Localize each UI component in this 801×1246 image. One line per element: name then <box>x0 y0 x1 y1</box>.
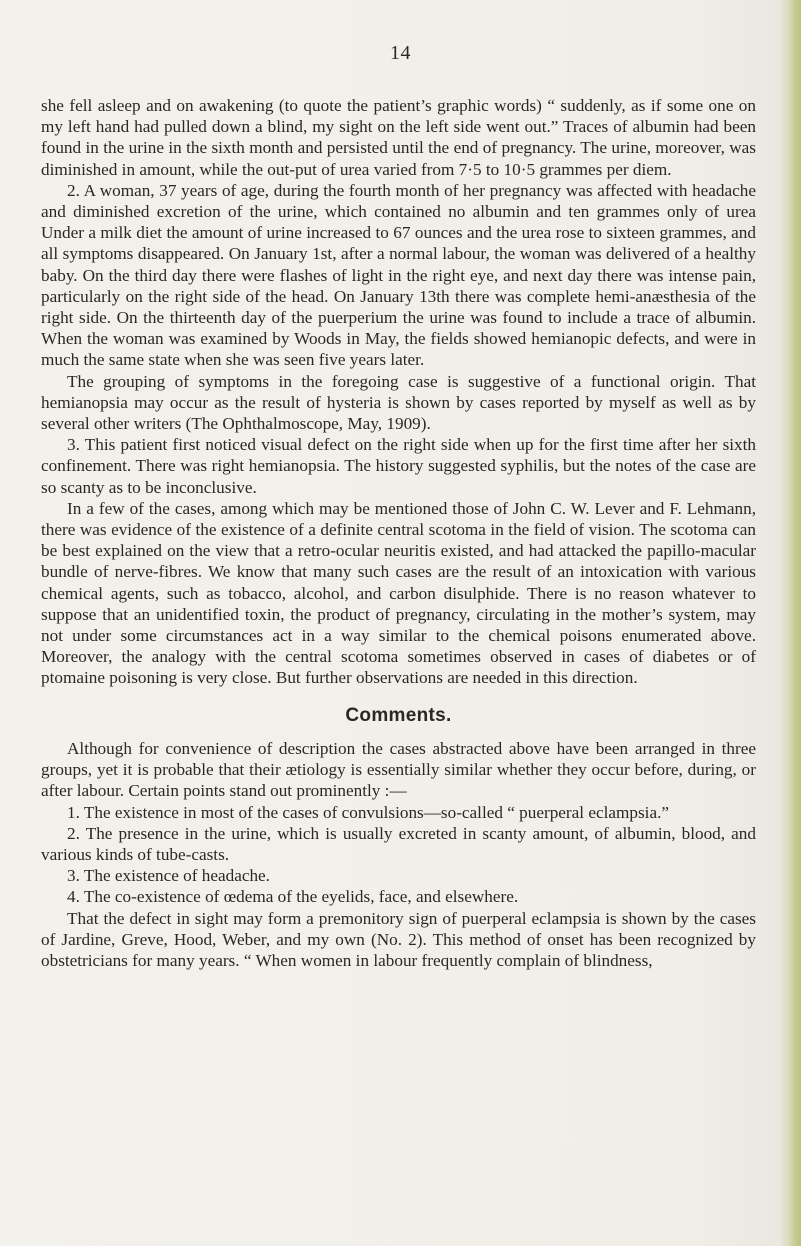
comments-point-2: 2. The presence in the urine, which is usually excreted in scanty amount, of albumin, blood, and various kinds of tube-casts. <box>41 823 756 864</box>
comments-closing: That the defect in sight may form a premonitory sign of puerperal eclampsia is shown by the cases of Jardine, Greve, Hood, Weber, and my own (No. 2). This method of onset has been recognized by obstetricians for many years. “ When women in labour frequently complain of blindness, <box>41 908 756 970</box>
paragraph-case-2: 2. A woman, 37 years of age, during the fourth month of her pregnancy was affected with headache and diminished excretion of the urine, which contained no albumin and ten grammes only of urea Under a milk diet the amount of urine increased to 67 ounces and the urea rose to sixteen grammes, and all symptoms disappeared. On January 1st, after a normal labour, the woman was delivered of a healthy baby. On the third day there were flashes of light in the right eye, and next day there was intense pain, particularly on the right side of the head. On January 13th there was complete hemi-anæsthesia of the right side. On the thirteenth day of the puerperium the urine was found to include a trace of albumin. When the woman was examined by Woods in May, the fields showed hemianopic defects, and were in much the same state when she was seen five years later. <box>41 180 756 370</box>
comments-heading: Comments. <box>345 704 452 726</box>
body-text <box>41 95 756 971</box>
comments-point-3: 3. The existence of headache. <box>67 866 270 886</box>
page-number: 14 <box>390 42 411 64</box>
paragraph-central-scotoma: In a few of the cases, among which may be mentioned those of John C. W. Lever and F. Lehmann, there was evidence of the existence of a definite central scotoma in the field of vision. The scotoma can be best explained on the view that a retro-ocular neuritis existed, and had attacked the papillo-macular bundle of nerve-fibres. We know that many such cases are the result of an intoxication with various chemical agents, such as tobacco, alcohol, and carbon disulphide. There is no reason whatever to suppose that an unidentified toxin, the product of pregnancy, circulating in the mother’s system, may not under some circumstances act in a way similar to the chemical poisons enumerated above. Moreover, the analogy with the central scotoma sometimes observed in cases of diabetes or of ptomaine poisoning is very close. But further observations are needed in this direction. <box>41 498 756 688</box>
comments-point-4: 4. The co-existence of œdema of the eyelids, face, and elsewhere. <box>67 887 519 907</box>
paragraph-case-3: 3. This patient first noticed visual defect on the right side when up for the first time after her sixth confinement. There was right hemianopsia. The history suggested syphilis, but the notes of the case are so scanty as to be inconclusive. <box>41 435 756 497</box>
paragraph-case-1-continued: she fell asleep and on awakening (to quote the patient’s graphic words) “ suddenly, as if some one on my left hand had pulled down a blind, my sight on the left side went out.” Traces of albumin had been found in the urine in the sixth month and persisted until the end of pregnancy. The urine, moreover, was diminished in amount, while the out-put of urea varied from 7·5 to 10·5 grammes per diem. <box>41 96 756 179</box>
page-edge-shading <box>779 0 801 1246</box>
comments-point-1: 1. The existence in most of the cases of convulsions—so-called “ puerperal eclampsia.” <box>67 802 669 822</box>
comments-intro: Although for convenience of description the cases abstracted above have been arranged in three groups, yet it is probable that their ætiology is essentially similar whether they occur before, during, or after labour. Certain points stand out prominently :— <box>41 738 756 801</box>
paragraph-functional-origin: The grouping of symptoms in the foregoing case is suggestive of a functional origin. That hemianopsia may occur as the result of hysteria is shown by cases reported by myself as well as by several other writers (The Ophthalmoscope, May, 1909). <box>41 371 756 434</box>
